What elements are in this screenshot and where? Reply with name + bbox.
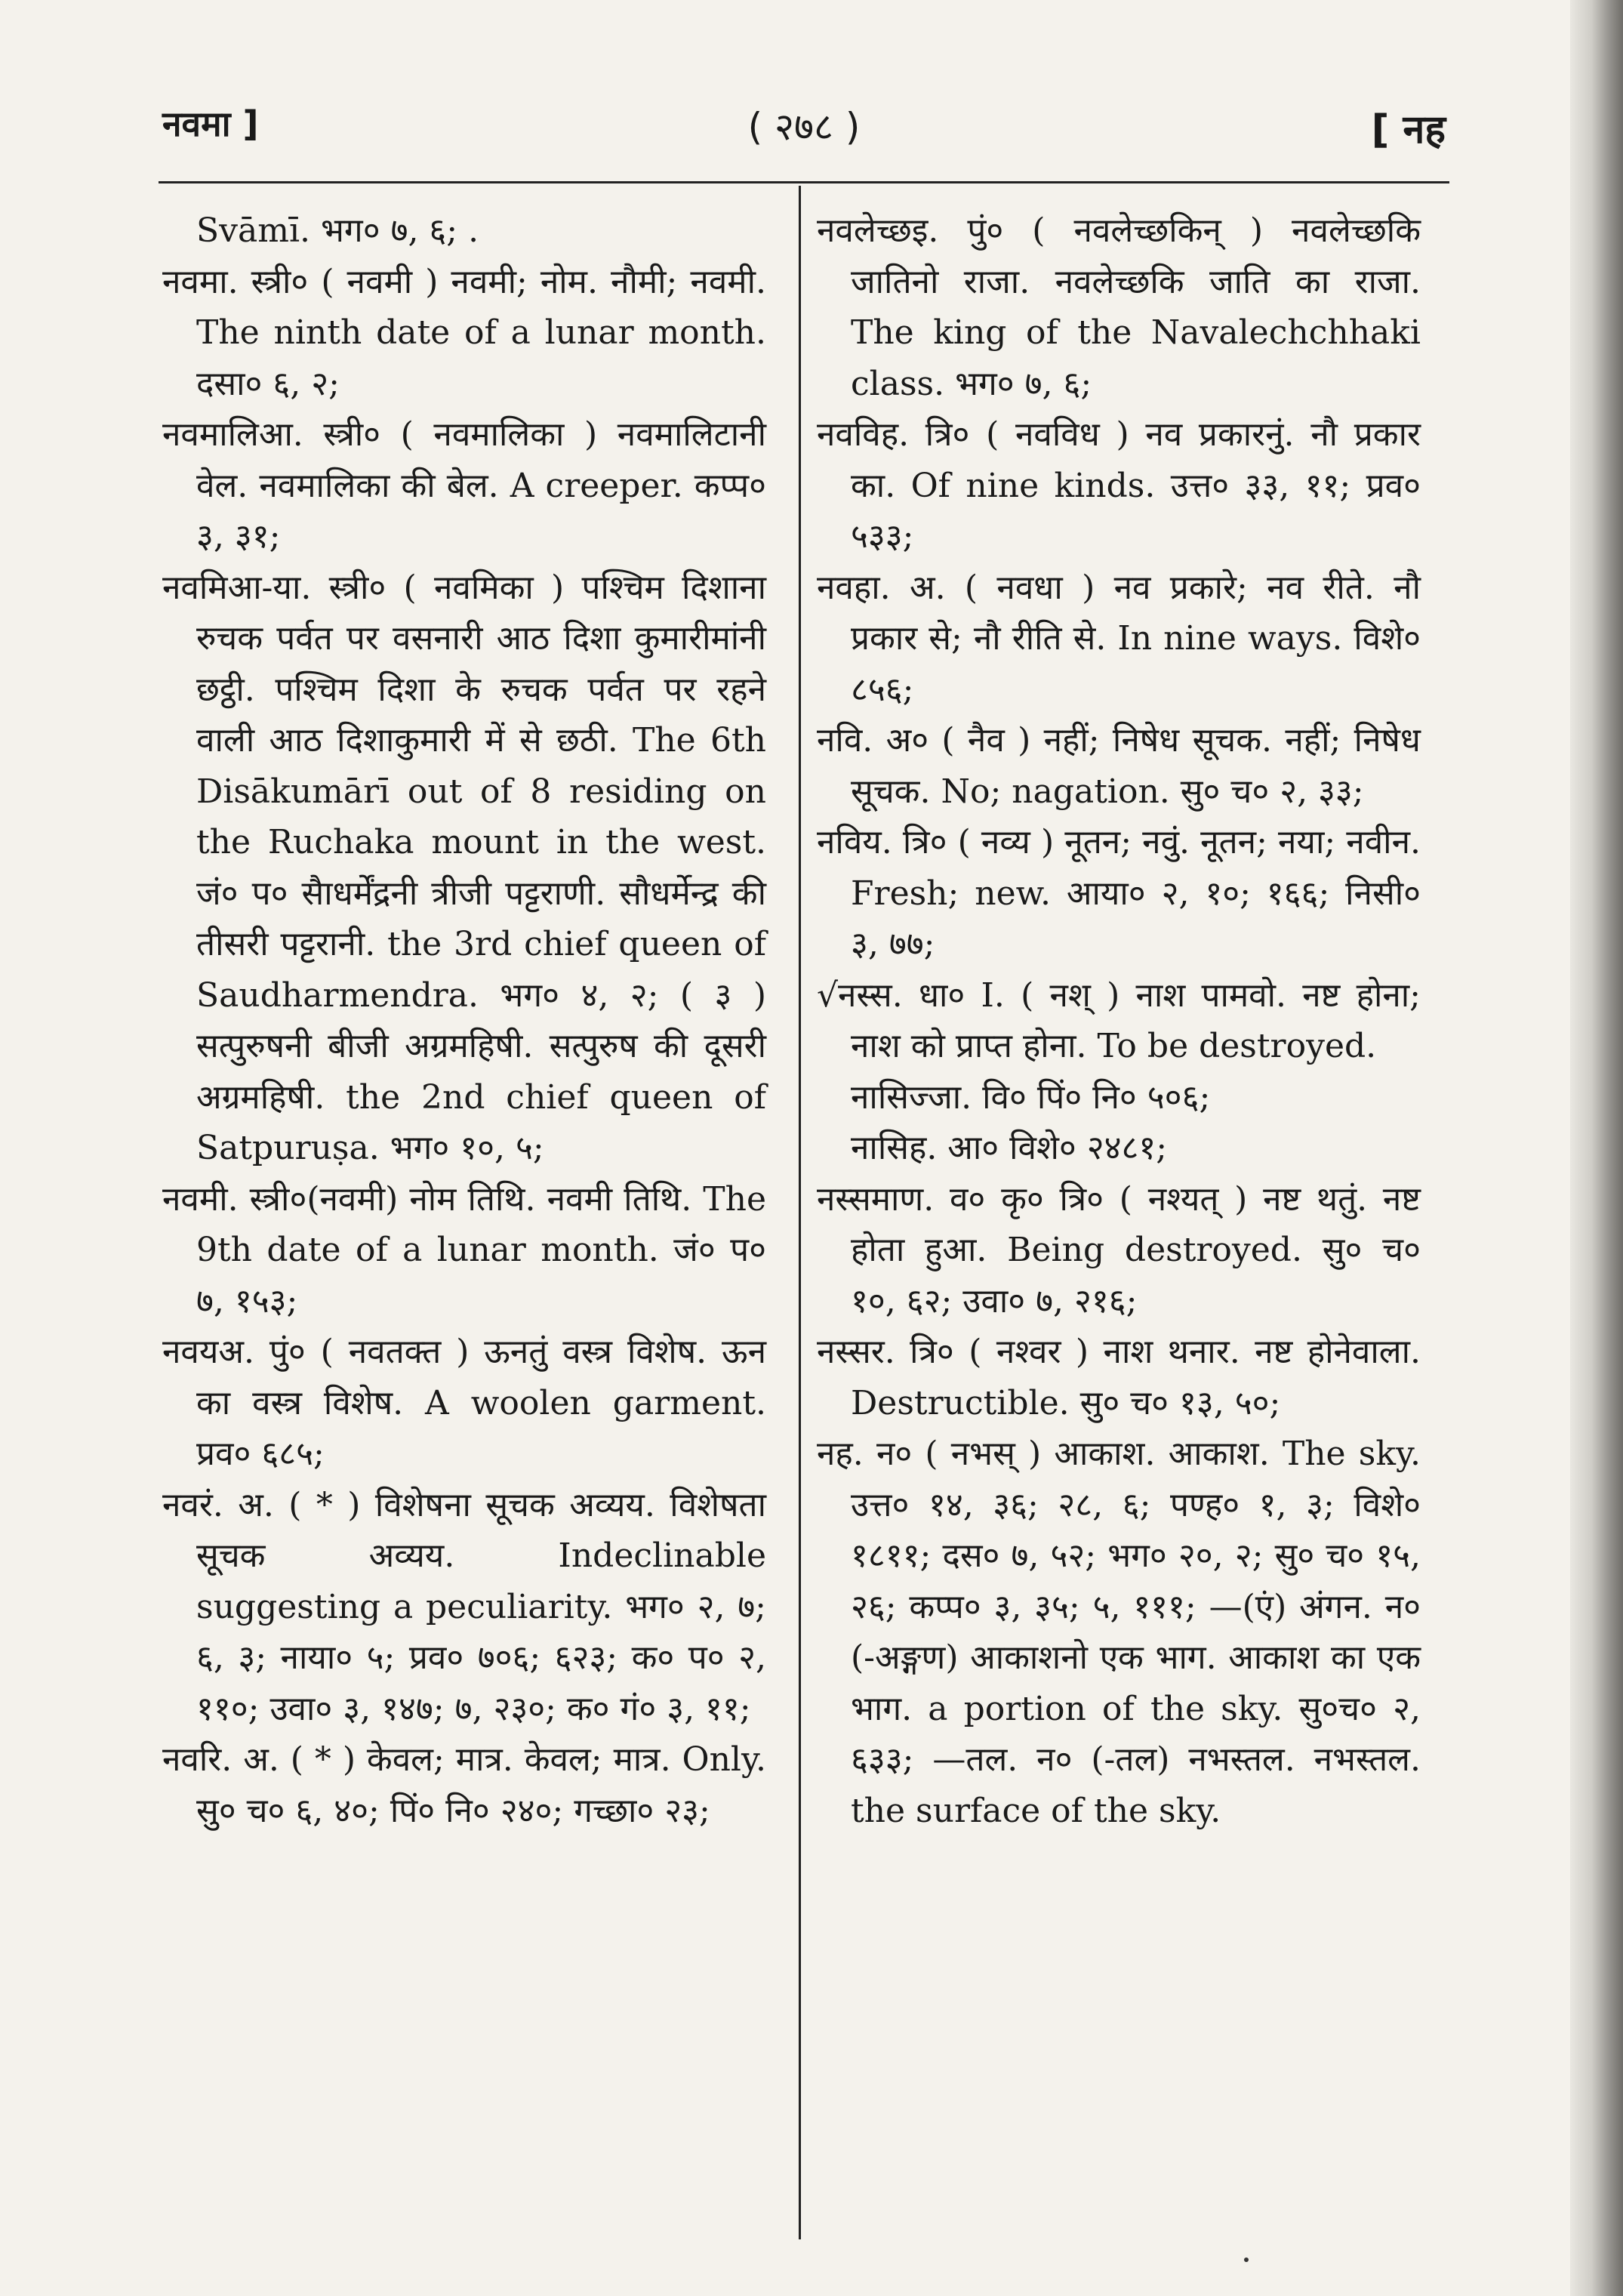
dictionary-entry: नवरं. अ. ( * ) विशेषना सूचक अव्यय. विशेषता सूचक अव्यय. Indeclinable suggesting a peculiarity. भग० २, ७; ६, ३; नाया० ५; प्रव० ७०६; ६२३; क० प० २, ११०; उवा० ३, १४७; ७, २३०; क० गं० ३, ११; xyxy=(162,1485,766,1728)
page-number: ( २७८ ) xyxy=(747,105,861,149)
dictionary-entry: नासिज्जा. वि० पिं० नि० ५०६; xyxy=(851,1077,1211,1117)
dictionary-entry: Svāmī. भग० ७, ६; . xyxy=(196,211,479,250)
dictionary-entry: नवि. अ० ( नैव ) नहीं; निषेध सूचक. नहीं; निषेध सूचक. No; nagation. सु० च० २, ३३; xyxy=(817,721,1421,811)
dictionary-entry: नवयअ. पुं० ( नवतक्त ) ऊनतुं वस्त्र विशेष. ऊन का वस्त्र विशेष. A woolen garment. प्रव० ६८५; xyxy=(162,1333,766,1473)
dictionary-entry: नह. न० ( नभस् ) आकाश. आकाश. The sky. उत्त० १४, ३६; २८, ६; पण्ह० १, ३; विशे० १८११; दस० ७, ५२; भग० २०, २; सु० च० १५, २६; कप्प० ३, ३५; ५, १११; —(एं) अंगन. न० (-अङ्गण) आकाशनो एक भाग. आकाश का एक भाग. a portion of the sky. सु०च० २, ६३३; —तल. न० (-तल) नभस्तल. नभस्तल. the surface of the sky. xyxy=(817,1435,1421,1830)
dictionary-entry: नस्सर. त्रि० ( नश्वर ) नाश थनार. नष्ट होनेवाला. Destructible. सु० च० १३, ५०; xyxy=(817,1333,1421,1422)
column-divider xyxy=(799,186,801,2239)
dictionary-entry: नवमी. स्त्री०(नवमी) नोम तिथि. नवमी तिथि. The 9th date of a lunar month. जं० प० ७, १५३; xyxy=(162,1179,766,1321)
scan-edge xyxy=(1570,0,1623,2296)
dictionary-entry: नस्समाण. व० कृ० त्रि० ( नश्यत् ) नष्ट थतुं. नष्ट होता हुआ. Being destroyed. सु० च० १०, ६२; उवा० ७, २१६; xyxy=(817,1179,1421,1321)
dictionary-entry: नासिह. आ० विशे० २४८१; xyxy=(851,1129,1168,1167)
dictionary-entry: नवहा. अ. ( नवधा ) नव प्रकारे; नव रीते. नौ प्रकार से; नौ रीति से. In nine ways. विशे० ८५६; xyxy=(817,568,1421,709)
header-right-guide-word: [ नह xyxy=(1371,107,1446,153)
right-column xyxy=(817,205,1421,1836)
dictionary-entry: √नस्स. धा० I. ( नश् ) नाश पामवो. नष्ट होना; नाश को प्राप्त होना. To be destroyed. xyxy=(817,975,1421,1065)
left-column xyxy=(162,205,766,1836)
header-left-guide-word: नवमा ] xyxy=(162,103,259,144)
dictionary-entry: नवमा. स्त्री० ( नवमी ) नवमी; नोम. नौमी; नवमी. The ninth date of a lunar month. दसा० ६, २; xyxy=(162,262,766,403)
bottom-mark xyxy=(1244,2257,1249,2262)
dictionary-entry: नवरि. अ. ( * ) केवल; मात्र. केवल; मात्र. Only. सु० च० ६, ४०; पिं० नि० २४०; गच्छा० २३; xyxy=(162,1740,766,1830)
header-rule xyxy=(159,181,1449,183)
dictionary-entry: नवलेच्छइ. पुं० ( नवलेच्छकिन् ) नवलेच्छकि जातिनो राजा. नवलेच्छकि जाति का राजा. The king of the Navalechchhaki class. भग० ७, ६; xyxy=(817,211,1421,403)
page-header xyxy=(162,91,1446,166)
dictionary-entry: नवमालिआ. स्त्री० ( नवमालिका ) नवमालिटानी वेल. नवमालिका की बेल. A creeper. कप्प० ३, ३१; xyxy=(162,415,766,556)
dictionary-entry: नवमिआ-या. स्त्री० ( नवमिका ) पश्चिम दिशाना रुचक पर्वत पर वसनारी आठ दिशा कुमारीमांनी छट्ठी. पश्चिम दिशा के रुचक पर्वत पर रहने वाली आठ दिशाकुमारी में से छठी. The 6th Disākumārī out of 8 residing on the Ruchaka mount in the west. जं० प० सैाधर्मेंद्रनी त्रीजी पट्टराणी. सौधर्मेन्द्र की तीसरी पट्टरानी. the 3rd chief queen of Saudharmendra. भग० ४, २; ( ३ ) सत्पुरुषनी बीजी अग्रमहिषी. सत्पुरुष की दूसरी अग्रमहिषी. the 2nd chief queen of Satpuruṣa. भग० १०, ५; xyxy=(162,568,766,1167)
dictionary-entry: नवविह. त्रि० ( नवविध ) नव प्रकारनुं. नौ प्रकार का. Of nine kinds. उत्त० ३३, ११; प्रव० ५३३; xyxy=(817,415,1421,556)
dictionary-entry: नविय. त्रि० ( नव्य ) नूतन; नवुं. नूतन; नया; नवीन. Fresh; new. आया० २, १०; १६६; निसी० ३, ७७; xyxy=(817,823,1421,963)
